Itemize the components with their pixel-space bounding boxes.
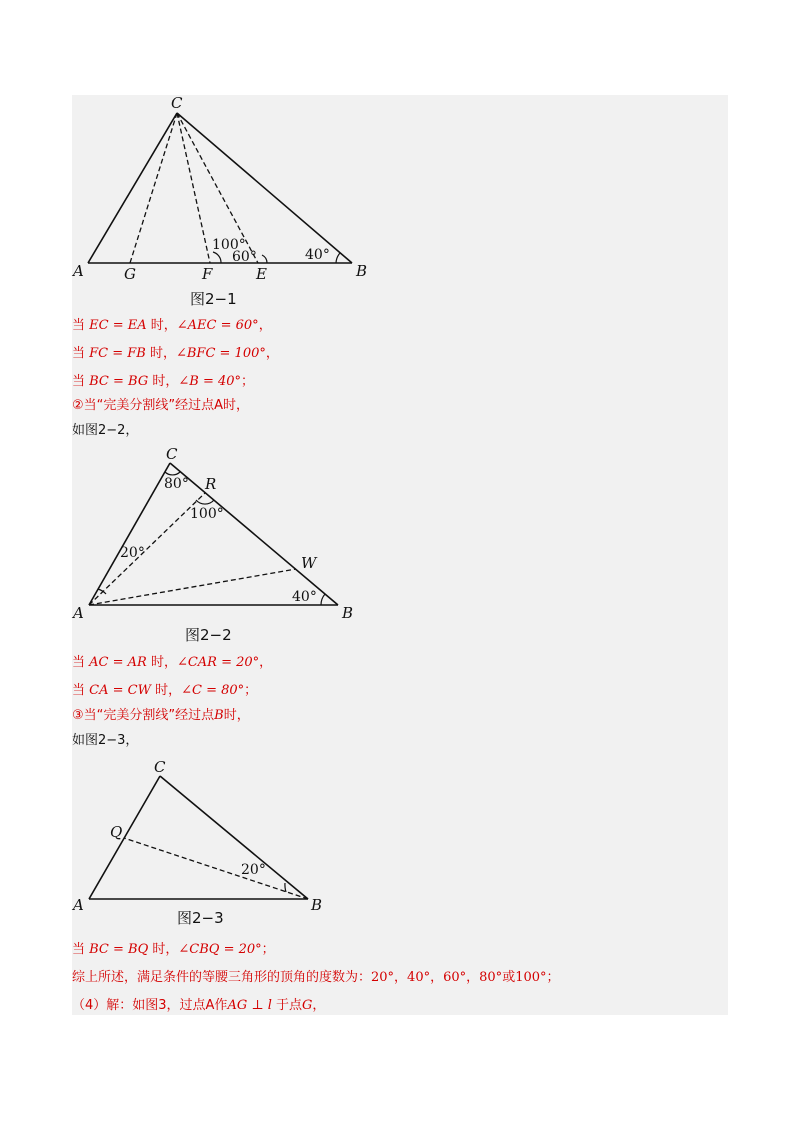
text-line: 当 CA = CW 时，∠C = 80°； bbox=[72, 683, 258, 698]
label-C: C bbox=[171, 94, 183, 112]
text-line: 综上所述，满足条件的等腰三角形的顶角的度数为：20°，40°，60°，80°或100°； bbox=[72, 970, 560, 985]
label-Q: Q bbox=[110, 823, 123, 841]
angle-label-80: 80° bbox=[164, 476, 189, 492]
angle-label-20: 20° bbox=[120, 545, 145, 561]
angle-label-20: 20° bbox=[241, 862, 266, 878]
segment-CB bbox=[160, 776, 308, 899]
text-line: ②当“完美分割线”经过点A时， bbox=[72, 398, 250, 413]
angle-label-40: 40° bbox=[305, 247, 330, 263]
label-C: C bbox=[154, 758, 166, 776]
label-C: C bbox=[166, 445, 178, 463]
figure-caption: 图2−1 bbox=[190, 290, 237, 308]
angle-label-100: 100° bbox=[190, 506, 224, 522]
text-line: 当 FC = FB 时，∠BFC = 100°， bbox=[72, 346, 279, 361]
angle-label-100: 100° bbox=[212, 237, 246, 253]
text-line: 当 BC = BQ 时，∠CBQ = 20°； bbox=[72, 942, 275, 957]
label-B: B bbox=[356, 262, 368, 280]
label-B: B bbox=[342, 604, 354, 622]
label-A: A bbox=[73, 262, 84, 280]
label-R: R bbox=[205, 475, 217, 493]
angle-arc-B bbox=[285, 883, 286, 892]
label-B: B bbox=[311, 896, 323, 914]
angle-label-60: 60° bbox=[232, 249, 257, 265]
text-line: 如图2−3， bbox=[72, 733, 139, 748]
text-line: 当 AC = AR 时，∠CAR = 20°， bbox=[72, 655, 273, 670]
text-line: 当 EC = EA 时，∠AEC = 60°， bbox=[72, 318, 272, 333]
label-A: A bbox=[73, 896, 84, 914]
figure-caption: 图2−3 bbox=[177, 909, 224, 927]
label-A: A bbox=[73, 604, 84, 622]
label-G: G bbox=[124, 265, 136, 283]
angle-label-40: 40° bbox=[292, 589, 317, 605]
figure-caption: 图2−2 bbox=[185, 626, 232, 644]
label-W: W bbox=[301, 554, 317, 572]
dashed-BQ bbox=[124, 838, 308, 899]
text-line: 如图2−2， bbox=[72, 423, 139, 438]
text-line: （4）解：如图3，过点A作AG ⊥ l 于点G， bbox=[72, 998, 326, 1013]
text-line: ③当“完美分割线”经过点B时， bbox=[72, 708, 250, 723]
label-E: E bbox=[256, 265, 267, 283]
label-F: F bbox=[202, 265, 213, 283]
text-line: 当 BC = BG 时，∠B = 40°； bbox=[72, 374, 255, 389]
